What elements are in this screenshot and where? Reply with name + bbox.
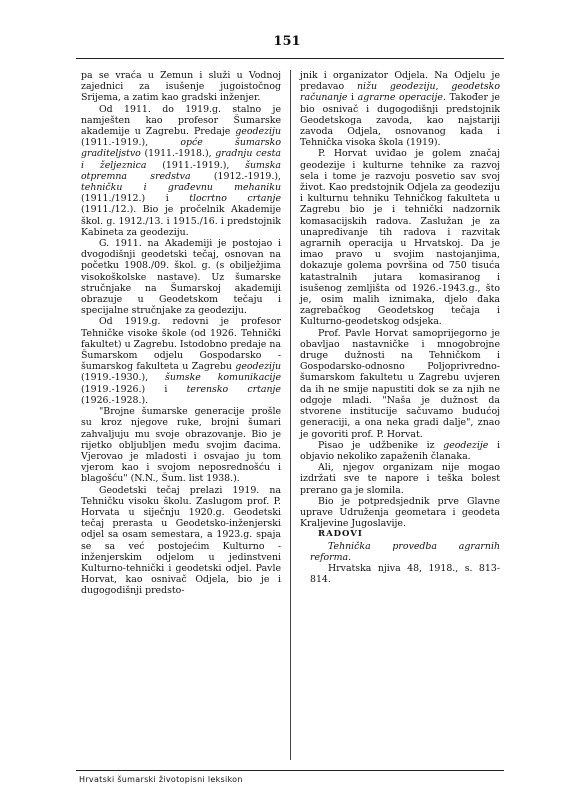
paragraph: Prof. Pavle Horvat samoprijegorno je obavljao nastavničke i mnogobrojne druge dužnosti na Tehničkom i Gospodarsko-odnosno Poljoprivredno-šumarskom fakultetu u Zagrebu uvjeren da ih ne smije napustiti dok se za njih ne odgoje mladi. "Naša je dužnost da stvorene institucije sačuvamo budućoj generaciji, a ona neka gradi dalje", znao je govoriti prof. P. Horvat. — [300, 327, 500, 440]
footer-text: Hrvatski šumarski životopisni leksikon — [79, 775, 243, 784]
left-column — [81, 70, 281, 597]
paragraph: Ali, njegov organizam nije mogao izdržati sve te napore i teška bolest prerano ga je slomila. — [300, 462, 500, 496]
reference-title: Tehnička provedba agrarnih reforma. — [310, 540, 500, 563]
reference-source: Hrvatska njiva 48, 1918., s. 813-814. — [310, 562, 500, 586]
paragraph: jnik i organizator Odjela. Na Odjelu je predavao nižu geodeziju, geodetsko računanje i agrarne operacije. Također je bio osnivač i dugogodišnji predstojnik Geodetskoga zavoda, kao najstariji zavoda Odjela, osnovanog kada i Tehnička visoka škola (1919). — [300, 70, 500, 149]
top-rule — [76, 58, 504, 59]
column-divider — [290, 70, 291, 760]
paragraph: Od 1911. do 1919.g. stalno je namješten kao profesor Šumarske akademije u Zagrebu. Predaje geodeziju (1911.-1919.), opće šumarsko graditeljstvo (1911.-1918.), gradnju cesta i željeznica (1911.-1919.), šumska otpremna sredstva (1912.-1919.), tehničku i građevnu mehaniku (1911./1912.) i tlocrtno crtanje (1911./12.). Bio je pročelnik Akademije škol. g. 1912./13. i 1915./16. i predstojnik Kabineta za geodeziju. — [81, 103, 281, 238]
paragraph: Geodetski tečaj prelazi 1919. na Tehničku visoku školu. Zaslugom prof. P. Horvata u siječnju 1920.g. Geodetski tečaj prerasta u Geodetsko-inženjerski odjel sa osam semestara, a 1923.g. spaja se sa već postojećim Kulturno - inženjerskim odjelom u jedinstveni Kulturno-tehnički i geodetski odjel. Pavle Horvat, kao osnivač Odjela, bio je i dugogodišnji predsto- — [81, 484, 281, 597]
paragraph: Od 1919.g. redovni je profesor Tehničke visoke škole (od 1926. Tehnički fakultet) u Zagrebu. Istodobno predaje na Šumarskom odjelu Gospodarsko - šumarskog fakulteta u Zagrebu geodeziju (1919.-1930.), šumske komunikacije (1919.-1926.) i terensko crtanje (1926.-1928.). — [81, 316, 281, 406]
bottom-rule — [76, 770, 504, 771]
page-number: 151 — [273, 34, 301, 49]
paragraph: pa se vraća u Zemun i služi u Vodnoj zajednici za isušenje jugoistočnog Srijema, a zatim kao gradski inženjer. — [81, 70, 281, 104]
paragraph: P. Horvat uviđao je golem značaj geodezije i kulturne tehnike za razvoj sela i tome je razvoju posvetio sav svoj život. Kao predstojnik Odjela za geodeziju i kulturnu tehniku Tehničkog fakulteta u Zagrebu bio je i tehnički nadzornik komasacijskih radova. Zaslužan je za unapređivanje tih radova i razvitak agrarnih operacija u Hrvatskoj. Da je imao pravo u svojim nastojanjima, dokazuje golema površina od 750 tisuća katastralnih jutara komasiranog i isušenog zemljišta od 1926.-1943.g., što je, osim malih iznimaka, djelo đaka zagrebačkog Geodetskog tečaja i Kulturno-geodetskog odsjeka. — [300, 148, 500, 328]
paragraph: Bio je potpredsjednik prve Glavne uprave Udruženja geometara i geodeta Kraljevine Jugoslavije. — [300, 495, 500, 530]
quote-paragraph: "Brojne šumarske generacije prošle su kroz njegove ruke, brojni šumari zahvaljuju mu svoje obrazovanje. Bio je rijetko obljubljen među svojim đacima. Vjerovao je mladosti i osvajao ju tom vjerom kao i svojom neposrednošću i blagošću" (N.N., Šum. list 1938.). — [81, 406, 281, 485]
section-heading: RADOVI — [318, 529, 363, 540]
paragraph: Pisao je udžbenike iz geodezije i objavio nekoliko zapaženih članaka. — [300, 439, 500, 462]
right-column — [300, 70, 500, 585]
paragraph: G. 1911. na Akademiji je postojao i dvogodišnji geodetski tečaj, osnovan na početku 1908./09. škol. g. (s obilježjima visokoškolske nastave). Uz šumarske stručnjake na Šumarskoj akademiji obrazuje u Geodetskom tečaju i specijalne stručnjake za geodeziju. — [81, 238, 281, 317]
